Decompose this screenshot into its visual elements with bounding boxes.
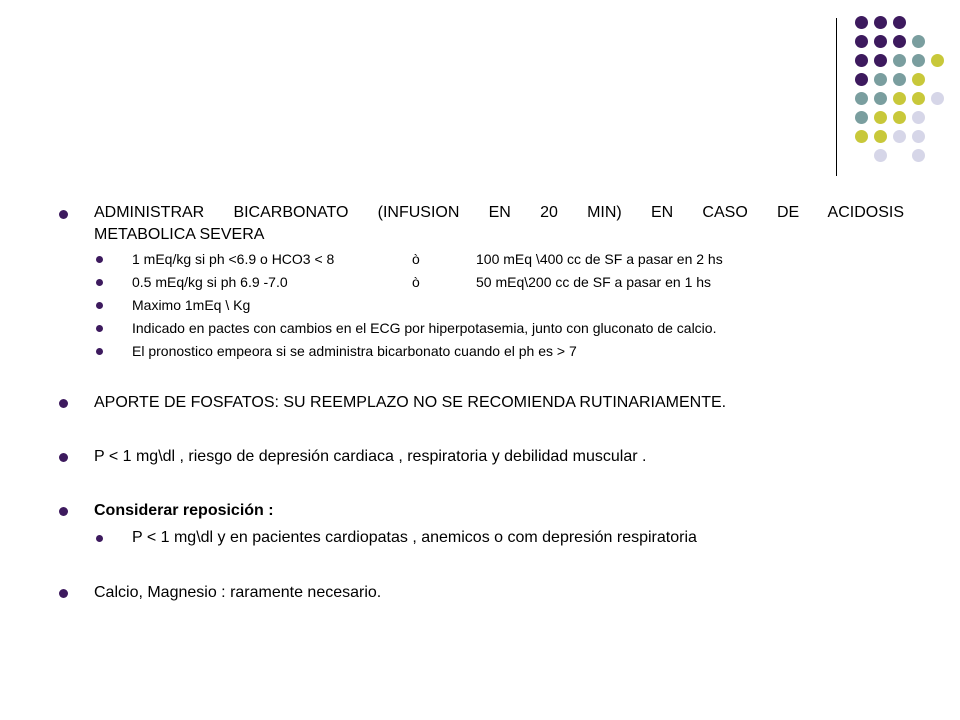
decorative-dot: [855, 73, 868, 86]
decorative-dot: [912, 111, 925, 124]
decorative-dot: [874, 92, 887, 105]
decorative-dot: [855, 111, 868, 124]
bullet-icon: [59, 210, 68, 219]
bullet-icon: [59, 399, 68, 408]
sub-bullet-icon: [96, 279, 103, 286]
decorative-dot: [874, 35, 887, 48]
sub-item-text: P < 1 mg\dl y en pacientes cardiopatas , anemicos o com depresión respiratoria: [132, 529, 697, 546]
sub-item-symbol: ò: [412, 251, 420, 267]
decorative-dot: [855, 35, 868, 48]
sub-bullet-icon: [96, 325, 103, 332]
decorative-dot: [855, 92, 868, 105]
sub-list-item: [132, 273, 288, 291]
decorative-dot: [912, 73, 925, 86]
bullet-icon: [59, 453, 68, 462]
sub-list-item: [132, 250, 334, 268]
list-item-fosfatos: APORTE DE FOSFATOS: SU REEMPLAZO NO SE RECOMIENDA RUTINARIAMENTE.: [94, 394, 727, 411]
decorative-dot: [874, 16, 887, 29]
sub-item-text: Indicado en pactes con cambios en el ECG por hiperpotasemia, junto con gluconato de calcio.: [132, 320, 717, 336]
decorative-dot: [893, 130, 906, 143]
list-item-bicarbonato: [94, 202, 904, 246]
decorative-dot: [912, 92, 925, 105]
decorative-dot: [912, 130, 925, 143]
decorative-dot: [893, 92, 906, 105]
decorative-dot: [893, 73, 906, 86]
sub-bullet-icon: [96, 302, 103, 309]
decorative-dot: [912, 54, 925, 67]
sub-item-symbol: ò: [412, 274, 420, 290]
decorative-dot-grid: [0, 0, 960, 160]
decorative-dot: [893, 111, 906, 124]
list-item-text: ADMINISTRAR BICARBONATO (INFUSION EN 20 MIN) EN CASO DE ACIDOSIS: [94, 204, 904, 221]
sub-item-text: 0.5 mEq/kg si ph 6.9 -7.0: [132, 274, 288, 290]
sub-item-text: 100 mEq \400 cc de SF a pasar en 2 hs: [476, 251, 723, 267]
bullet-icon: [59, 507, 68, 516]
decorative-dot: [855, 130, 868, 143]
decorative-dot: [874, 149, 887, 162]
decorative-dot: [931, 92, 944, 105]
sub-item-text: 1 mEq/kg si ph <6.9 o HCO3 < 8: [132, 251, 335, 267]
sub-item-text: 50 mEq\200 cc de SF a pasar en 1 hs: [476, 274, 712, 290]
bullet-icon: [59, 589, 68, 598]
decorative-dot: [931, 54, 944, 67]
decorative-dot: [893, 16, 906, 29]
decorative-dot: [874, 111, 887, 124]
decorative-dot: [874, 73, 887, 86]
decorative-dot: [893, 35, 906, 48]
decorative-dot: [855, 54, 868, 67]
list-item-fosforo: P < 1 mg\dl , riesgo de depresión cardiaca , respiratoria y debilidad muscular .: [94, 448, 647, 465]
decorative-dot: [912, 35, 925, 48]
list-item-reposicion: Considerar reposición :: [94, 502, 274, 519]
sub-item-text: Maximo 1mEq \ Kg: [132, 297, 251, 313]
sub-item-text: El pronostico empeora si se administra bicarbonato cuando el ph es > 7: [132, 343, 577, 359]
decorative-dot: [855, 16, 868, 29]
decorative-dot: [912, 149, 925, 162]
decorative-dot: [874, 130, 887, 143]
list-item-calcio: Calcio, Magnesio : raramente necesario.: [94, 584, 382, 601]
sub-bullet-icon: [96, 348, 103, 355]
sub-bullet-icon: [96, 256, 103, 263]
list-item-text: METABOLICA SEVERA: [94, 226, 265, 243]
decorative-dot: [874, 54, 887, 67]
sub-bullet-icon: [96, 535, 103, 542]
decorative-dot: [893, 54, 906, 67]
